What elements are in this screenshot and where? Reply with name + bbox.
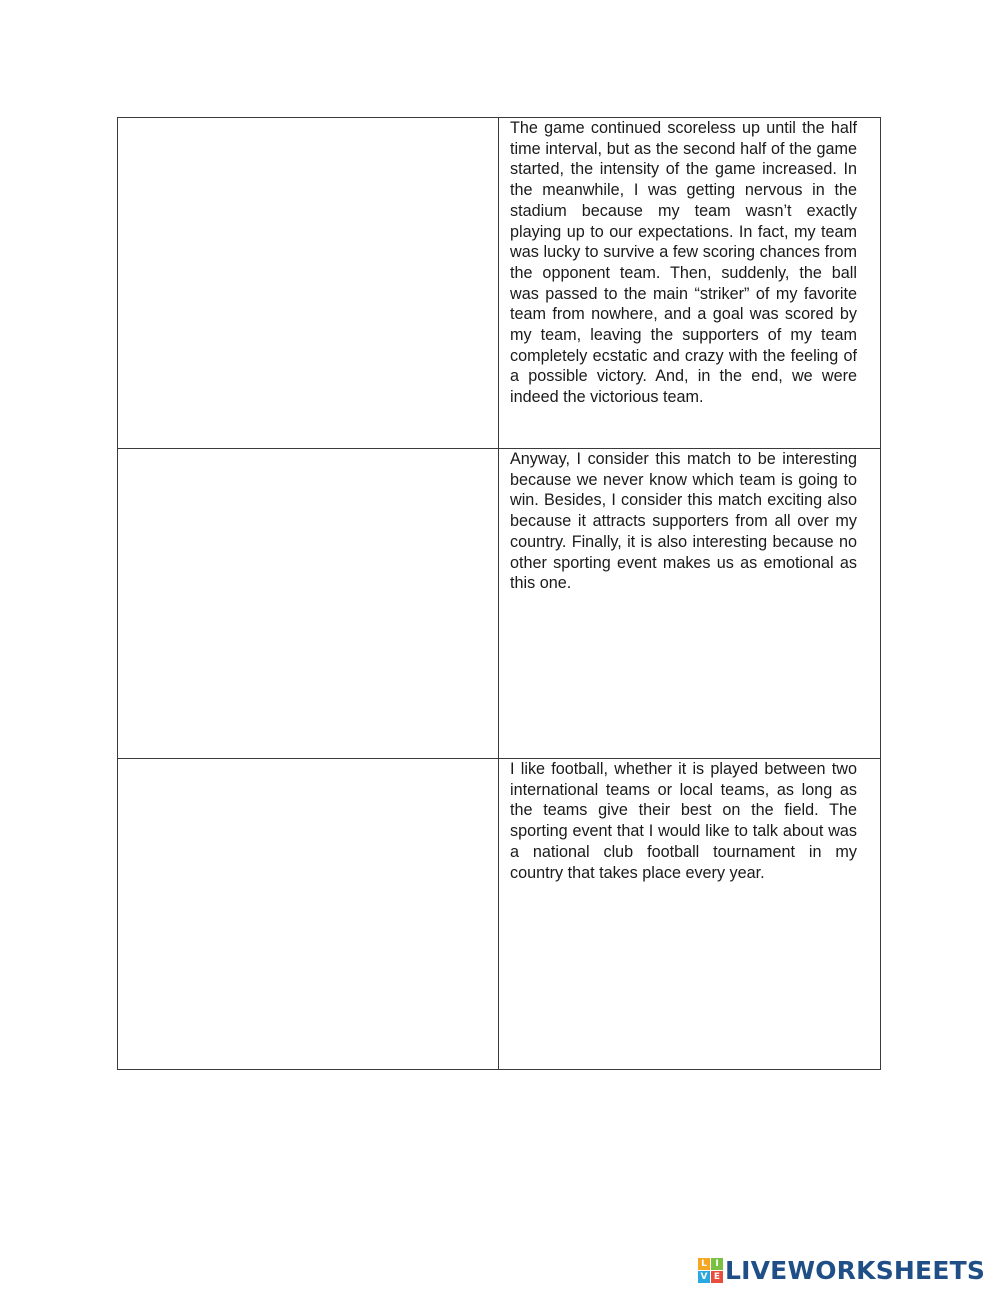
text-cell-1 bbox=[499, 118, 881, 449]
answer-drop-zone-3[interactable] bbox=[118, 759, 499, 1070]
worksheet-table bbox=[117, 117, 881, 1070]
logo-block-i: I bbox=[711, 1258, 723, 1270]
logo-wordmark: LIVEWORKSHEETS bbox=[725, 1255, 986, 1285]
logo-block-l: L bbox=[698, 1258, 710, 1270]
table-row bbox=[118, 118, 881, 449]
paragraph-text-1: The game continued scoreless up until the half time interval, but as the second half of the game started, the intensity of the game increased. In the meanwhile, I was getting nervous in the stadium because my team wasn’t exactly playing up to our expectations. In fact, my team was lucky to survive a few scoring chances from the opponent team. Then, suddenly, the ball was passed to the main “striker” of my favorite team from nowhere, and a goal was scored by my team, leaving the supporters of my team completely ecstatic and crazy with the feeling of a possible victory. And, in the end, we were indeed the victorious team. bbox=[510, 119, 857, 407]
text-cell-3 bbox=[499, 759, 881, 1070]
answer-drop-zone-1[interactable] bbox=[118, 118, 499, 449]
answer-box-1[interactable] bbox=[118, 118, 498, 448]
text-cell-2 bbox=[499, 449, 881, 759]
logo-block-e: E bbox=[711, 1271, 723, 1283]
table-row bbox=[118, 449, 881, 759]
paragraph-text-2: Anyway, I consider this match to be interesting because we never know which team is going to win. Besides, I consider this match exciting also because it attracts supporters from all over my country. Finally, it is also interesting because no other sporting event makes us as emotional as this one. bbox=[510, 450, 857, 593]
answer-box-3[interactable] bbox=[118, 759, 498, 1069]
table-row bbox=[118, 759, 881, 1070]
paragraph-text-3: I like football, whether it is played between two international teams or local teams, as long as the teams give their best on the field. The sporting event that I would like to talk about was a national club football tournament in my country that takes place every year. bbox=[510, 760, 857, 882]
answer-drop-zone-2[interactable] bbox=[118, 449, 499, 759]
liveworksheets-logo bbox=[698, 1256, 985, 1284]
logo-blocks-icon bbox=[698, 1258, 723, 1283]
answer-box-2[interactable] bbox=[118, 449, 498, 758]
logo-block-v: V bbox=[698, 1271, 710, 1283]
